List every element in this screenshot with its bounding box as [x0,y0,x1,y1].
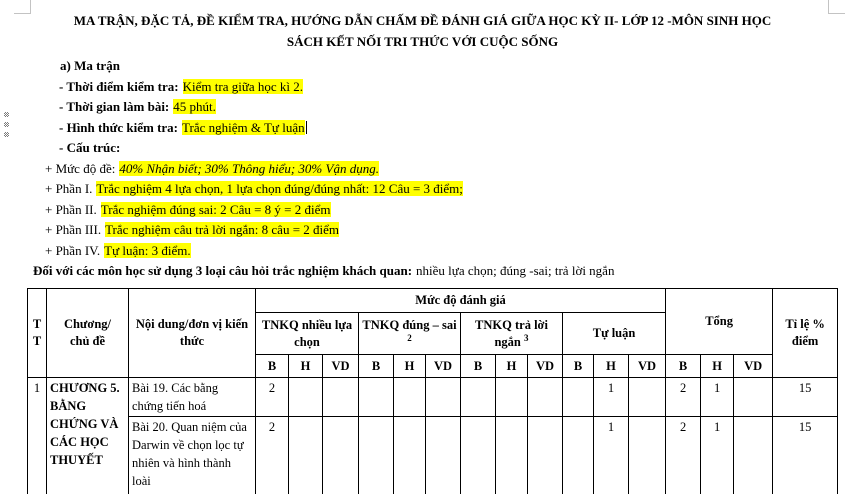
matrix-cell: 2 [666,417,701,494]
group-footnote: 3 [524,332,529,343]
matrix-cell [629,378,666,417]
text-cursor [306,121,307,134]
part1-value: Trắc nghiệm 4 lựa chọn, 1 lựa chọn đúng/đúng nhất: 12 Câu = 3 điểm; [96,181,463,196]
matrix-cell: 1 [701,378,734,417]
format-label: - Hình thức kiểm tra: [59,120,179,135]
matrix-cell [323,417,359,494]
group-name: Tự luận [592,326,636,340]
level-header-h: H [701,355,734,378]
row-content: Bài 19. Các bằng chứng tiến hoá [129,378,256,417]
part3-line [45,220,339,240]
table-row [28,417,838,494]
matrix-cell [359,378,394,417]
time-point-line [59,77,303,97]
part4-line [45,241,191,261]
title-line-2: SÁCH KẾT NỐI TRI THỨC VỚI CUỘC SỐNG [286,34,559,49]
matrix-cell [394,378,426,417]
header-assessment: Mức độ đánh giá [256,289,666,313]
matrix-cell: 1 [594,378,629,417]
time-point-label: - Thời điểm kiểm tra: [59,79,179,94]
part1-line [45,179,463,199]
header-group-short-answer [461,313,563,355]
matrix-cell: 15 [773,378,838,417]
part3-value: Trắc nghiệm câu trả lời ngắn: 8 câu = 2 điểm [105,222,340,237]
header-total: Tổng [666,289,773,355]
header-tt [28,289,47,378]
table-row [28,378,838,417]
matrix-cell [528,417,563,494]
level-label: + Mức độ đề: [45,161,116,176]
level-value: 40% Nhận biết; 30% Thông hiểu; 30% Vận dụng. [119,161,379,176]
group-name: TNKQ nhiều lựa chọn [261,317,353,349]
matrix-table [27,288,838,494]
matrix-cell: 1 [701,417,734,494]
level-header-h: H [594,355,629,378]
part1-label: + Phần I. [45,181,93,196]
level-header-h: H [496,355,528,378]
row-tt: 1 [28,378,47,494]
matrix-cell [629,417,666,494]
duration-label: - Thời gian làm bài: [59,99,170,114]
header-chapter-text: Chương/ chủ đề [63,317,112,348]
part2-label: + Phần II. [45,202,97,217]
matrix-cell [461,378,496,417]
document-title [0,10,845,52]
level-header-b: B [359,355,394,378]
group-footnote: 2 [407,332,412,343]
header-tt-line1: T [32,317,42,331]
matrix-cell [563,378,594,417]
row-content: Bài 20. Quan niệm của Darwin về chọn lọc tự nhiên và hình thành loài [129,417,256,494]
part2-value: Trắc nghiệm đúng sai: 2 Câu = 8 ý = 2 điểm [100,202,331,217]
header-group-true-false [359,313,461,355]
duration-line [59,97,216,117]
matrix-cell [426,378,461,417]
group-name: TNKQ đúng – sai [362,317,457,332]
header-ratio-text: Tỉ lệ % điểm [785,317,825,348]
part2-line [45,200,331,220]
note-label: Đối với các môn học sử dụng 3 loại câu hỏi trắc nghiệm khách quan: [33,263,413,278]
level-header-vd: VD [323,355,359,378]
level-header-h: H [394,355,426,378]
section-heading: a) Ma trận [60,58,120,73]
level-header-vd: VD [629,355,666,378]
duration-value: 45 phút. [173,99,216,114]
level-header-vd: VD [528,355,563,378]
header-chapter [47,289,129,378]
matrix-cell [323,378,359,417]
level-line [45,159,379,179]
level-header-h: H [289,355,323,378]
matrix-cell [496,378,528,417]
note-value: nhiều lựa chọn; đúng -sai; trả lời ngắn [416,263,615,278]
format-line [59,118,307,138]
matrix-cell [461,417,496,494]
matrix-cell [426,417,461,494]
part3-label: + Phần III. [45,222,102,237]
header-group-essay [563,313,666,355]
row-chapter: CHƯƠNG 5. BẰNG CHỨNG VÀ CÁC HỌC THUYẾT [47,378,129,494]
matrix-cell [528,378,563,417]
format-value: Trắc nghiệm & Tự luận [182,120,305,135]
part4-label: + Phần IV. [45,243,101,258]
matrix-cell [359,417,394,494]
header-tt-line2: T [32,334,42,348]
time-point-value: Kiểm tra giữa học kì 2. [182,79,304,94]
header-group-multiple-choice [256,313,359,355]
level-header-vd: VD [734,355,773,378]
matrix-cell [496,417,528,494]
header-ratio [773,289,838,378]
note-line [33,261,614,281]
matrix-cell [734,417,773,494]
matrix-cell [289,417,323,494]
matrix-cell [394,417,426,494]
group-name: TNKQ trả lời ngắn [475,317,548,349]
structure-label: - Cấu trúc: [59,140,121,155]
matrix-cell: 15 [773,417,838,494]
level-header-vd: VD [426,355,461,378]
matrix-cell [289,378,323,417]
level-header-b: B [461,355,496,378]
level-header-b: B [666,355,701,378]
matrix-cell [563,417,594,494]
level-header-b: B [563,355,594,378]
matrix-cell: 2 [256,417,289,494]
part4-value: Tự luận: 3 điểm. [104,243,191,258]
matrix-cell: 2 [666,378,701,417]
header-content: Nội dung/đơn vị kiến thức [129,289,256,378]
level-header-b: B [256,355,289,378]
matrix-cell: 1 [594,417,629,494]
matrix-cell: 2 [256,378,289,417]
title-line-1: MA TRẬN, ĐẶC TẢ, ĐỀ KIỂM TRA, HƯỚNG DẪN CHẤM ĐỀ ĐÁNH GIÁ GIỮA HỌC KỲ II- LỚP 12 -MÔN SINH HỌC [73,13,772,28]
matrix-cell [734,378,773,417]
